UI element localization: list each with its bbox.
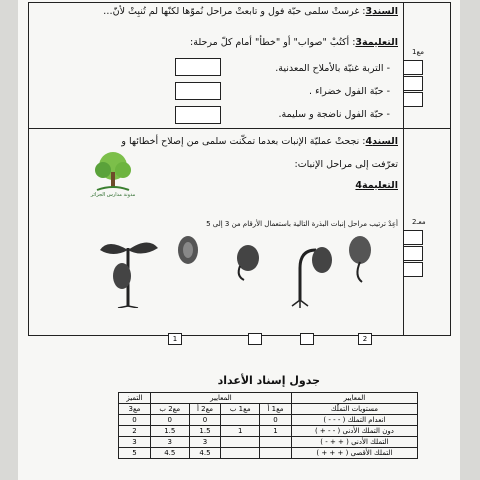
table-cell: 0 — [150, 415, 189, 426]
task-4-text: أعِدْ ترتيب مراحل إنبات البذرة التالية باستعمال الأرقام من 3 إلى 5 — [206, 220, 398, 228]
table-cell: 3 — [119, 437, 151, 448]
stage-number-box-2[interactable] — [248, 333, 262, 345]
col-header-2: مع1 ب — [221, 404, 260, 415]
support-3-title: السند3 — [365, 6, 398, 17]
germination-stages-illustration — [78, 228, 388, 308]
table-cell — [260, 437, 292, 448]
support-4-title: السند4 — [365, 136, 398, 147]
table-cell: 5 — [119, 448, 151, 459]
level-code: ( + + + ) — [316, 449, 349, 457]
level-code: ( - - + ) — [314, 427, 341, 435]
answer-box-3[interactable] — [175, 106, 221, 124]
support-3-text: : غرستْ سلمى حبّة فول و تابعتْ مراحل نُموّها لكنّها لم تُنبِتْ لأنّ… — [103, 6, 366, 17]
table-cell: 0 — [119, 415, 151, 426]
col-header-5: مع3 — [119, 404, 151, 415]
margin-box-6[interactable] — [403, 262, 423, 277]
table-cell: 1 — [221, 426, 260, 437]
table-cell — [260, 448, 292, 459]
levels-header: مستويات التملّك — [291, 404, 417, 415]
margin-box-2[interactable] — [403, 76, 423, 91]
table-row — [119, 415, 418, 426]
stage-root-emerging — [237, 245, 259, 280]
table-row — [119, 448, 418, 459]
table-cell: 3 — [150, 437, 189, 448]
stage-hook — [292, 247, 332, 308]
table-cell — [221, 437, 260, 448]
support-4-line — [121, 136, 398, 147]
stage-number-box-4[interactable]: 2 — [358, 333, 372, 345]
table-cell: 4.5 — [189, 448, 221, 459]
support-4-text-2: تعرّفت إلى مراحل الإنبات: — [294, 159, 398, 170]
level-label: دون التملك الأدنى — [342, 427, 394, 435]
support-3-line — [103, 6, 398, 17]
statement-1: - التربة غنيّة بالأملاح المعدنية. — [275, 63, 390, 74]
table-cell — [221, 415, 260, 426]
col-header-4: مع2 ب — [150, 404, 189, 415]
level-code: ( - - - ) — [323, 416, 346, 424]
table-row — [119, 426, 418, 437]
task-3-text: : أكتُبْ "صواب" أو "خطأ" أمام كلّ مرحلة: — [190, 37, 356, 48]
table-cell: 3 — [189, 437, 221, 448]
school-logo — [83, 150, 143, 202]
stage-seedling-leaves — [100, 242, 158, 308]
table-row — [119, 437, 418, 448]
table-cell: 1 — [260, 426, 292, 437]
logo-caption: مدونة مدارس الجزائر — [90, 192, 136, 198]
stage-seed — [178, 236, 198, 264]
margin-box-3[interactable] — [403, 92, 423, 107]
support-4-text: : نجحتْ عمليّة الإنبات بعدما تمكّنت سلمى من إصلاح أخطائها و — [121, 136, 366, 147]
criteria-header: المعايير — [150, 393, 291, 404]
margin-box-4[interactable] — [403, 230, 423, 245]
worksheet-page — [18, 0, 460, 480]
margin-criterion-label-2: معـ2 — [412, 218, 426, 226]
level-label: التملك الأدنى — [351, 438, 389, 446]
level-cell — [291, 448, 417, 459]
col-header-1: مع1 أ — [260, 404, 292, 415]
table-cell: 1.5 — [150, 426, 189, 437]
answer-box-2[interactable] — [175, 82, 221, 100]
level-cell — [291, 437, 417, 448]
margin-box-5[interactable] — [403, 246, 423, 261]
table-cell: 2 — [119, 426, 151, 437]
level-cell — [291, 426, 417, 437]
level-label: انعدام التملك — [347, 416, 386, 424]
margin-divider — [402, 128, 450, 129]
table-cell: 1.5 — [189, 426, 221, 437]
level-cell — [291, 415, 417, 426]
col-header-3: مع2 أ — [189, 404, 221, 415]
level-label: التملك الأقصى — [350, 449, 393, 457]
table-cell: 4.5 — [150, 448, 189, 459]
level-code: ( + + - ) — [320, 438, 349, 446]
margin-criterion-label-1: مع1 — [412, 48, 424, 56]
grading-table-title: جدول إسناد الأعداد — [217, 374, 320, 387]
task-3-line — [190, 37, 398, 48]
table-cell — [221, 448, 260, 459]
table-cell: 0 — [189, 415, 221, 426]
stage-number-box-1[interactable]: 1 — [168, 333, 182, 345]
grading-table — [118, 392, 418, 459]
stage-number-box-3[interactable] — [300, 333, 314, 345]
margin-box-1[interactable] — [403, 60, 423, 75]
task-3-label: التعليمة3 — [355, 37, 398, 48]
statement-2: - حبّة الفول خضراء . — [309, 86, 390, 97]
excellence-header: التميز — [119, 393, 151, 404]
stage-seed-split — [349, 236, 371, 282]
answer-box-1[interactable] — [175, 58, 221, 76]
grading-margin-column — [402, 2, 451, 336]
criteria-header-2: المعايير — [291, 393, 417, 404]
statement-3: - حبّة الفول ناضجة و سليمة. — [278, 109, 390, 120]
task-4-label: التعليمة4 — [355, 180, 398, 191]
section-divider — [28, 128, 402, 129]
table-cell: 0 — [260, 415, 292, 426]
